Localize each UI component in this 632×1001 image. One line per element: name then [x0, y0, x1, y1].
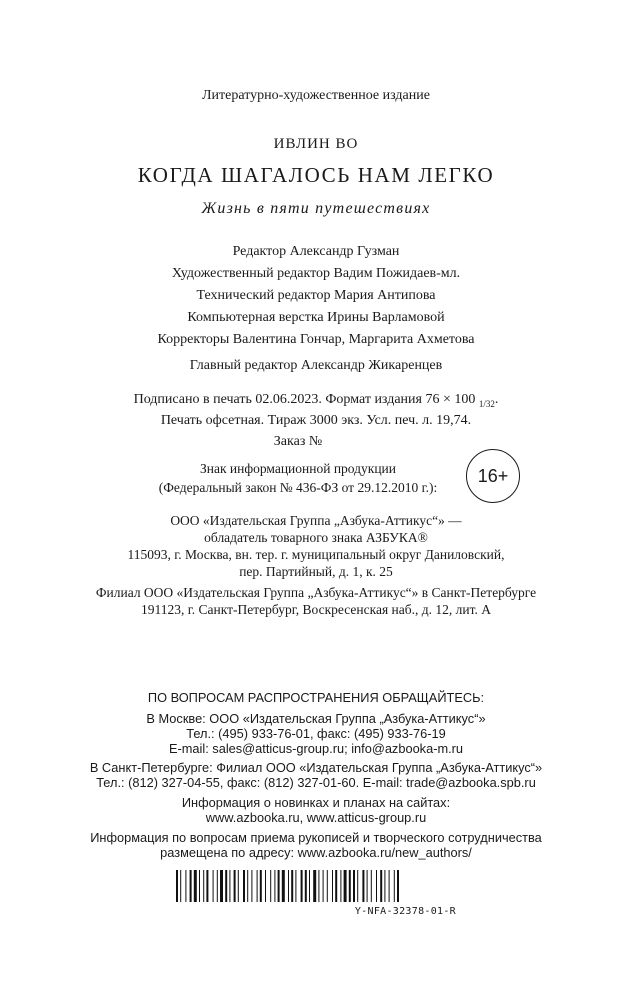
book-subtitle: Жизнь в пяти путешествиях	[201, 200, 431, 217]
credit-editor: Редактор Александр Гузман	[232, 244, 400, 259]
moscow-contact-name: В Москве: ООО «Издательская Группа „Азбука-Аттикус“»	[146, 711, 486, 726]
moscow-contact-email: E-mail: sales@atticus-group.ru; info@azbooka-m.ru	[168, 741, 464, 756]
credit-layout: Компьютерная верстка Ирины Варламовой	[187, 310, 445, 325]
barcode-code: Y-NFA-32378-01-R	[354, 906, 456, 917]
manuscripts-url: размещена по адресу: www.azbooka.ru/new_authors/	[160, 845, 472, 860]
edition-type: Литературно-художественное издание	[202, 88, 430, 103]
sites-urls: www.azbooka.ru, www.atticus-group.ru	[205, 810, 427, 825]
publisher-trademark: обладатель товарного знака АЗБУКА®	[204, 530, 428, 545]
book-title: КОГДА ШАГАЛОСЬ НАМ ЛЕГКО	[137, 163, 495, 187]
chief-editor: Главный редактор Александр Жикаренцев	[189, 358, 443, 373]
publisher-address: 115093, г. Москва, вн. тер. г. муниципальный округ Даниловский,	[127, 547, 505, 562]
barcode	[176, 870, 456, 902]
info-product-label: Знак информационной продукции	[199, 461, 397, 476]
branch-name: Филиал ООО «Издательская Группа „Азбука-Аттикус“» в Санкт-Петербурге	[95, 585, 537, 600]
credit-tech-editor: Технический редактор Мария Антипова	[196, 288, 436, 303]
credit-art-editor: Художественный редактор Вадим Пожидаев-мл.	[171, 266, 461, 281]
age-rating-badge: 16+	[466, 449, 520, 503]
print-info-line1: Подписано в печать 02.06.2023. Формат издания 76 × 100 $_{1/32}$.	[133, 392, 499, 409]
spb-contact-phone: Тел.: (812) 327-04-55, факс: (812) 327-01-60. E-mail: trade@azbooka.spb.ru	[96, 775, 536, 790]
distribution-heading: ПО ВОПРОСАМ РАСПРОСТРАНЕНИЯ ОБРАЩАЙТЕСЬ:	[147, 690, 485, 705]
publisher-address-2: пер. Партийный, д. 1, к. 25	[239, 564, 393, 579]
publisher-name: ООО «Издательская Группа „Азбука-Аттикус“» —	[170, 513, 462, 528]
info-product-law: (Федеральный закон № 436-ФЗ от 29.12.2010 г.):	[158, 480, 438, 495]
manuscripts-info: Информация по вопросам приема рукописей и творческого сотрудничества	[90, 830, 542, 845]
print-info-line2: Печать офсетная. Тираж 3000 экз. Усл. печ. л. 19,74.	[160, 413, 472, 428]
credit-proofreaders: Корректоры Валентина Гончар, Маргарита Ахметова	[157, 332, 475, 347]
moscow-contact-phone: Тел.: (495) 933-76-01, факс: (495) 933-76-19	[186, 726, 446, 741]
spb-contact-name: В Санкт-Петербурге: Филиал ООО «Издательская Группа „Азбука-Аттикус“»	[89, 760, 543, 775]
format-fraction: 1/32	[478, 398, 495, 409]
order-number: Заказ №	[273, 434, 323, 449]
sites-label: Информация о новинках и планах на сайтах:	[181, 795, 451, 810]
book-author: ИВЛИН ВО	[273, 136, 359, 152]
branch-address: 191123, г. Санкт-Петербург, Воскресенская наб., д. 12, лит. А	[141, 602, 491, 617]
